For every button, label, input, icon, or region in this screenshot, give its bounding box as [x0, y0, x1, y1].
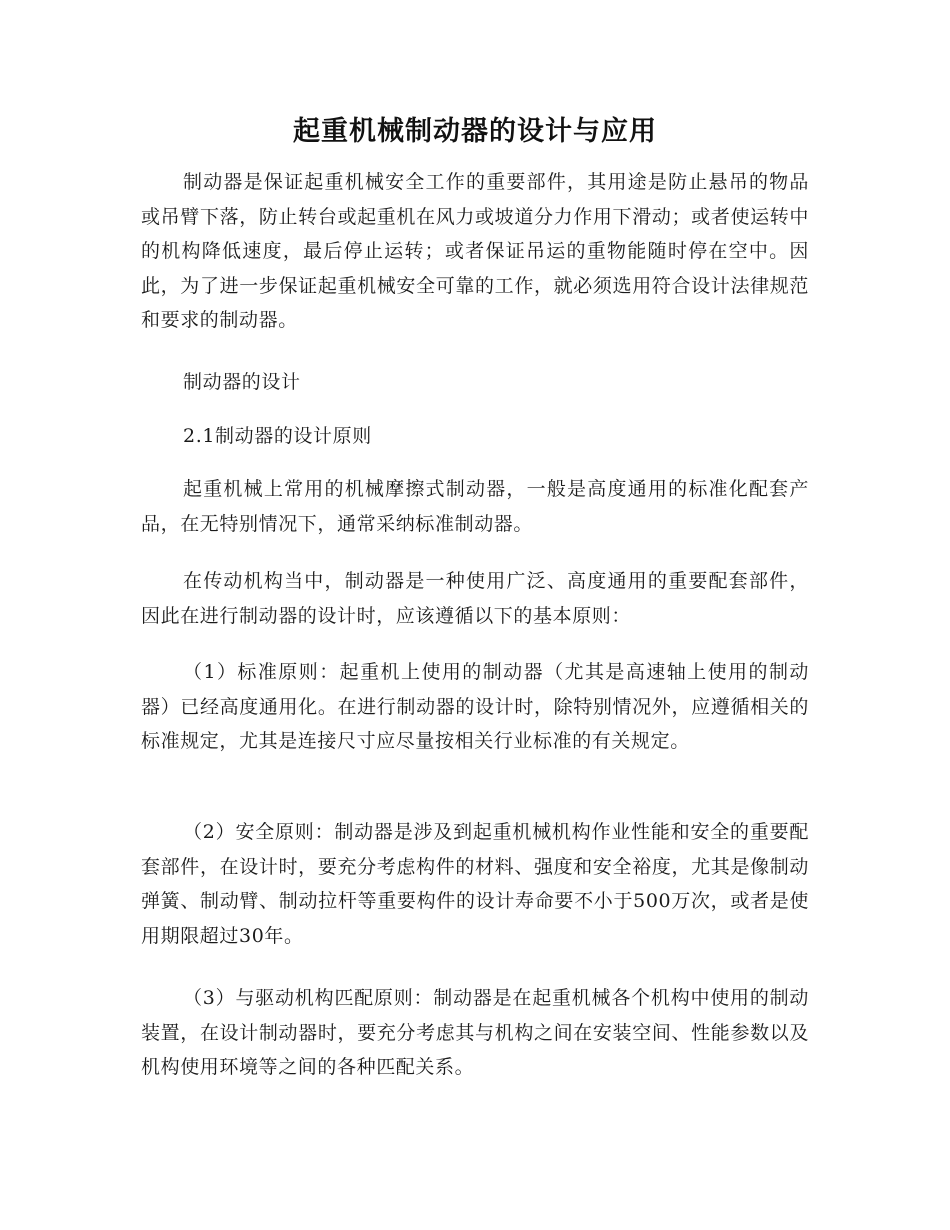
principle-standard: （1）标准原则：起重机上使用的制动器（尤其是高速轴上使用的制动器）已经高度通用化。在进行制动器的设计时，除特别情况外，应遵循相关的标准规定，尤其是连接尺寸应尽量按相关行业标准的有关规定。 [141, 661, 809, 752]
principle-matching: （3）与驱动机构匹配原则：制动器是在起重机械各个机构中使用的制动装置，在设计制动器时，要充分考虑其与机构之间在安装空间、性能参数以及机构使用环境等之间的各种匹配关系。 [141, 987, 809, 1078]
paragraph-standard-products: 起重机械上常用的机械摩擦式制动器，一般是高度通用的标准化配套产品，在无特别情况下，通常采纳标准制动器。 [141, 478, 809, 535]
principle-safety: （2）安全原则：制动器是涉及到起重机械机构作业性能和安全的重要配套部件，在设计时，要充分考虑构件的材料、强度和安全裕度，尤其是像制动弹簧、制动臂、制动拉杆等重要构件的设计寿命要不小于500万次，或者是使用期限超过30年。 [141, 821, 809, 947]
section-heading: 制动器的设计 [183, 371, 301, 393]
subsection-heading: 2.1制动器的设计原则 [183, 425, 372, 447]
document-title: 起重机械制动器的设计与应用 [293, 116, 657, 147]
paragraph-intro: 制动器是保证起重机械安全工作的重要部件，其用途是防止悬吊的物品或吊臂下落，防止转台或起重机在风力或坡道分力作用下滑动；或者使运转中的机构降低速度，最后停止运转；或者保证吊运的重物能随时停在空中。因此，为了进一步保证起重机械安全可靠的工作，就必须选用符合设计法律规范和要求的制动器。 [141, 171, 809, 331]
paragraph-principles-intro: 在传动机构当中，制动器是一种使用广泛、高度通用的重要配套部件，因此在进行制动器的设计时，应该遵循以下的基本原则： [141, 570, 809, 627]
